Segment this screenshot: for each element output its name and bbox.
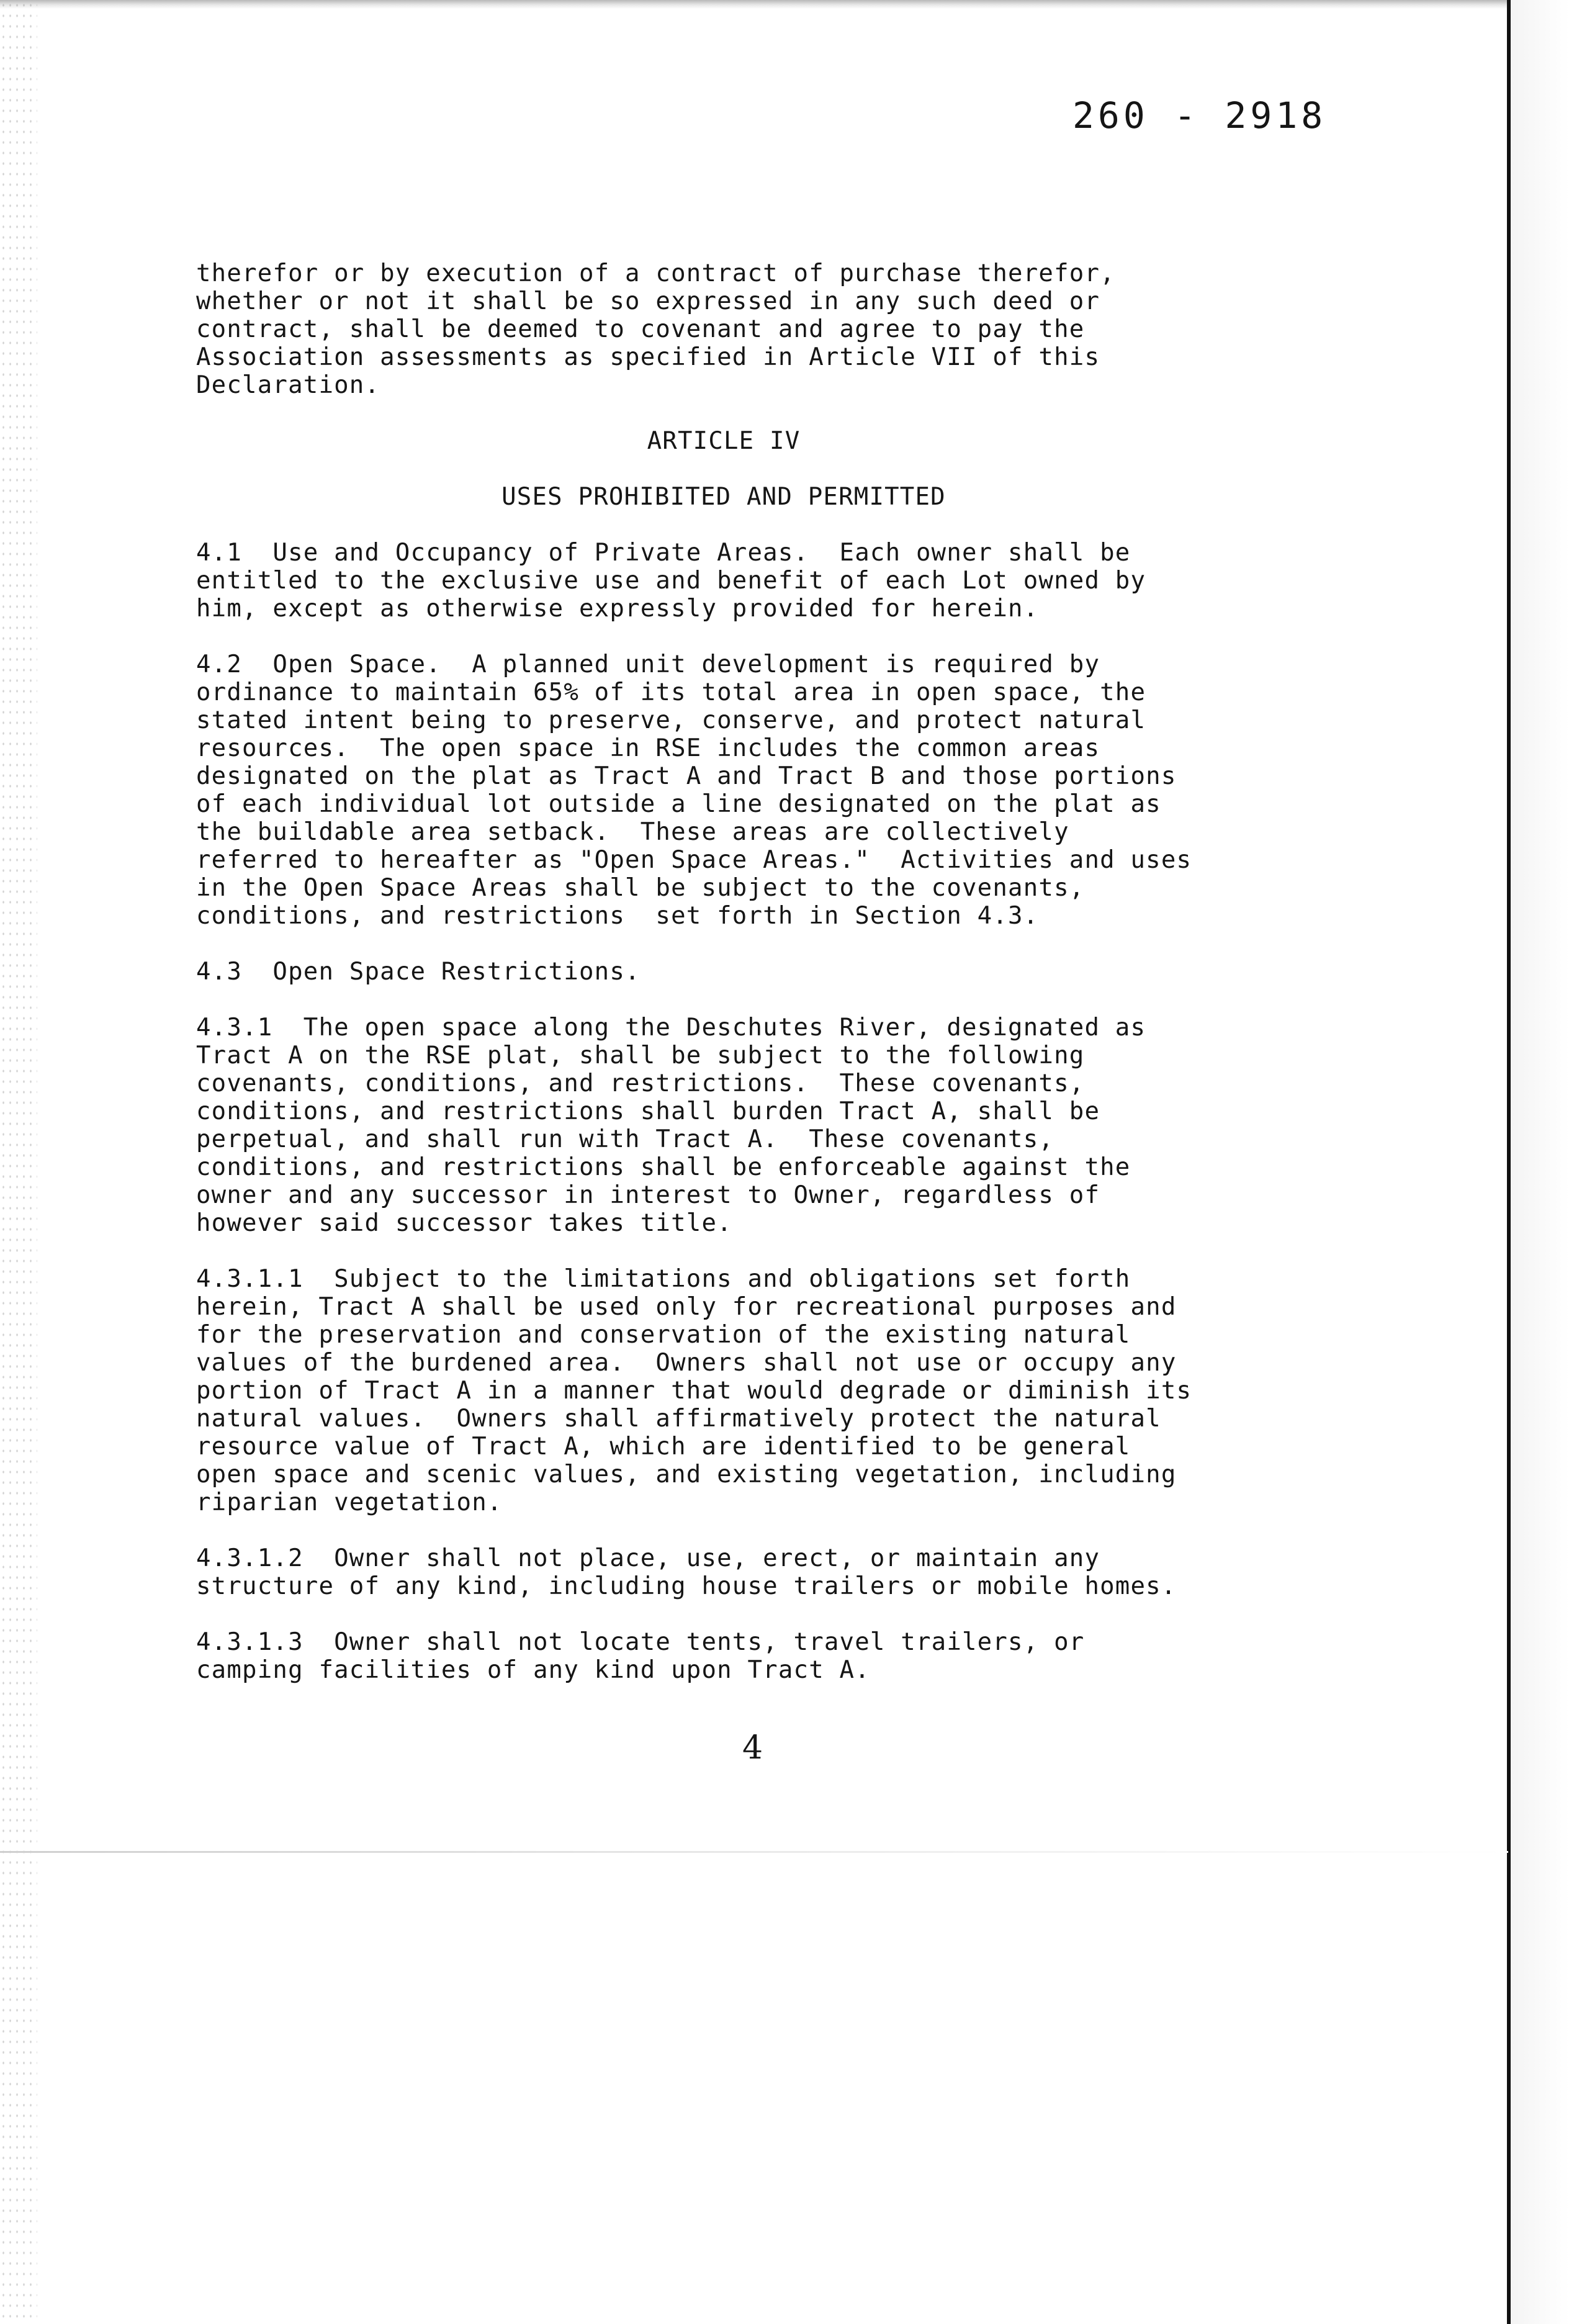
article-subheading: USES PROHIBITED AND PERMITTED — [501, 483, 946, 511]
section-4-3: 4.3 Open Space Restrictions. — [196, 958, 641, 986]
article-heading: ARTICLE IV — [647, 427, 801, 455]
section-4-3-1-1: 4.3.1.1 Subject to the limitations and obligations set forth herein, Tract A shall be used only for recreational purposes and for the preservation and conservation of the existing natural values of the burdened area. Owners shall not use or occupy any portion of Tract A in a manner that would degrade or diminish its natural values. Owners shall affirmatively protect the natural resource value of Tract A, which are identified to be general open space and scenic values, and existing vegetation, including riparian vegetation. — [196, 1265, 1192, 1516]
section-4-3-1-3: 4.3.1.3 Owner shall not locate tents, travel trailers, or camping facilities of any kind upon Tract A. — [196, 1628, 1085, 1684]
scan-fold-line — [0, 1851, 1508, 1853]
scan-left-speckle — [0, 0, 37, 2324]
section-4-2: 4.2 Open Space. A planned unit development is required by ordinance to maintain 65% of its total area in open space, the stated intent being to preserve, conserve, and protect natural resources. The open space in RSE includes the common areas designated on the plat as Tract A and Tract B and those portions of each individual lot outside a line designated on the plat as the buildable area setback. These areas are collectively referred to hereafter as "Open Space Areas." Activities and uses in the Open Space Areas shall be subject to the covenants, conditions, and restrictions set forth in Section 4.3. — [196, 651, 1192, 930]
opening-paragraph: therefor or by execution of a contract of purchase therefor, whether or not it shall be so expressed in any such deed or contract, shall be deemed to covenant and agree to pay the Association assessments as specified in Article VII of this Declaration. — [196, 259, 1115, 399]
scan-right-shade — [1511, 0, 1569, 2324]
page-number: 260 - 2918 — [1072, 94, 1327, 137]
section-4-3-1: 4.3.1 The open space along the Deschutes River, designated as Tract A on the RSE plat, shall be subject to the following covenants, conditions, and restrictions. These covenants, conditions, and restrictions shall burden Tract A, shall be perpetual, and shall run with Tract A. These covenants, conditions, and restrictions shall be enforceable against the owner and any successor in interest to Owner, regardless of however said successor takes title. — [196, 1014, 1146, 1237]
document-body — [196, 259, 1499, 1712]
scan-right-border — [1507, 0, 1511, 2324]
section-4-1: 4.1 Use and Occupancy of Private Areas. Each owner shall be entitled to the exclusive use and benefit of each Lot owned by him, except as otherwise expressly provided for herein. — [196, 539, 1146, 623]
scan-top-edge — [0, 0, 1514, 9]
footer-page-mark: 4 — [742, 1729, 763, 1767]
section-4-3-1-2: 4.3.1.2 Owner shall not place, use, erect, or maintain any structure of any kind, including house trailers or mobile homes. — [196, 1544, 1177, 1600]
